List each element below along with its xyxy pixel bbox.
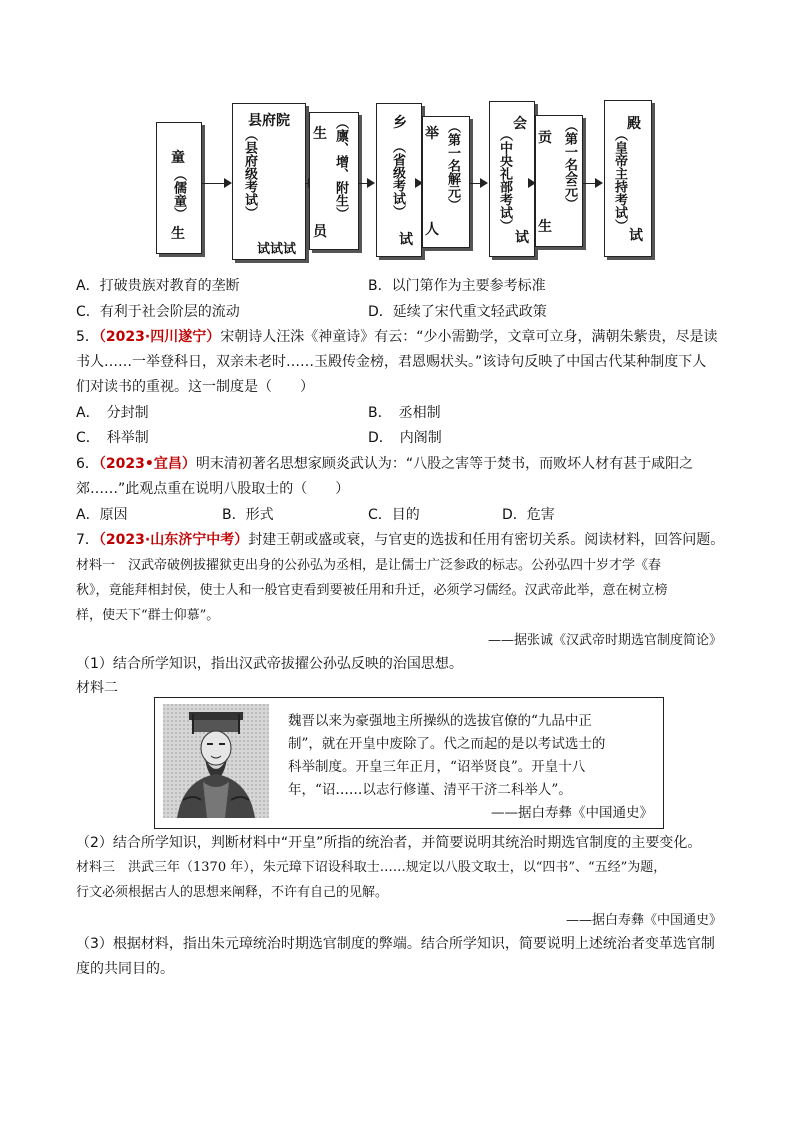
q7-material3-line1: 材料三 洪武三年（1370 年），朱元璋下诏设科取士……规定以八股文取士，以“四书”、“五经”为题， xyxy=(76,860,667,875)
flow-ju: 举 xyxy=(425,126,439,142)
q4-option-c: C．有利于社会阶层的流动 xyxy=(76,304,240,320)
q7-stem-line1 xyxy=(76,531,724,549)
flow-arrow-1 xyxy=(202,183,230,184)
q6-text1: 明末清初著名思想家顾炎武认为：“八股之害等于焚书，而败坏人材有甚于咸阳之 xyxy=(195,456,694,472)
flow-xiang-sub-text: （省级考试） xyxy=(390,140,405,218)
q7-material2-line4: 年，“诏……以志行修谨、清平干济二科举人”。 xyxy=(288,782,572,798)
flow-yuan: 员 xyxy=(313,224,327,240)
flow-xianfuyuan-sub-text: （县府级考试） xyxy=(242,128,257,219)
q5-option-a: A． 分封制 xyxy=(76,405,149,421)
q7-question1: （1）结合所学知识，指出汉武帝拔擢公孙弘反映的治国思想。 xyxy=(76,656,463,672)
flow-gong-sub xyxy=(560,119,579,214)
q7-material1-line2: 秋》，竟能拜相封侯，使士人和一般官吏看到要被任用和升迁，必须学习儒经。汉武帝此举，意在树立榜 xyxy=(76,583,668,598)
emperor-portrait-image xyxy=(163,704,269,818)
flow-sheng2-sub xyxy=(331,116,350,224)
q4-option-b: B．以门第作为主要参考标准 xyxy=(368,278,546,294)
q5-option-c: C． 科举制 xyxy=(76,430,149,446)
flow-arrow-5 xyxy=(470,183,486,184)
flow-arrow-7 xyxy=(583,183,601,184)
flow-tong: 童 xyxy=(171,150,185,166)
q5-number: 5． xyxy=(76,329,99,345)
q7-material2-line1: 魏晋以来为豪强地主所操纵的选拔官僚的“九品中正 xyxy=(288,713,592,729)
q5-source: （2023·四川遂宁） xyxy=(98,329,221,345)
q7-material3-line2: 行文必须根据古人的思想来阐释，不许有自己的见解。 xyxy=(76,885,389,900)
flow-shi1: 试 xyxy=(399,232,413,248)
flow-sheng2-sub-text: （廪、增、附生） xyxy=(333,116,348,220)
flow-shishishi: 试试试 xyxy=(257,242,297,257)
flow-tong-sub-text: （儒童） xyxy=(171,168,186,220)
q7-material2-box xyxy=(154,697,664,829)
flow-hui-sub-text: （中央礼部考试） xyxy=(497,128,512,232)
q7-material1-line1: 材料一 汉武帝破例拔擢狱吏出身的公孙弘为丞相，是让儒士广泛参政的标志。公孙弘四十岁才学《春 xyxy=(76,558,662,573)
q6-option-a: A．原因 xyxy=(76,507,128,523)
flow-sheng2: 生 xyxy=(313,126,327,142)
flow-xiang: 乡 xyxy=(393,115,407,131)
q6-stem-line1 xyxy=(76,455,693,473)
q5-option-b: B． 丞相制 xyxy=(368,405,441,421)
q5-stem-line2: 书人……一举登科日，双亲未老时……玉殿传金榜，君恩赐状头。”该诗句反映了中国古代某种制度下人 xyxy=(76,354,707,370)
q6-option-d: D．危害 xyxy=(502,507,555,523)
flow-gong: 贡 xyxy=(538,130,552,146)
flow-xianfuyuan-sub xyxy=(240,128,259,223)
q7-material3-citation: ——据白寿彝《中国通史》 xyxy=(565,913,722,928)
flow-hui: 会 xyxy=(513,116,527,132)
q7-material1-citation: ——据张诚《汉武帝时期选官制度简论》 xyxy=(487,633,722,648)
flow-ren: 人 xyxy=(425,222,439,238)
q7-material2-line3: 科举制度。开皇三年正月，“诏举贤良”。开皇十八 xyxy=(288,759,586,775)
flow-hui-sub xyxy=(495,128,514,236)
flow-dian: 殿 xyxy=(627,116,641,132)
q5-text1: 宋朝诗人汪洙《神童诗》有云：“少小需勤学，文章可立身，满朝朱紫贵，尽是读 xyxy=(220,329,718,345)
q7-source: （2023·山东济宁中考） xyxy=(98,532,249,548)
q6-option-b: B．形式 xyxy=(222,507,274,523)
q4-option-a: A．打破贵族对教育的垄断 xyxy=(76,278,240,294)
flow-shi3: 试 xyxy=(629,228,643,244)
flow-dian-sub xyxy=(610,128,629,236)
flow-ju-sub xyxy=(443,120,462,215)
q6-stem-line2: 郊……”此观点重在说明八股取士的（ ） xyxy=(76,481,350,497)
q7-material2-citation: ——据白寿彝《中国通史》 xyxy=(491,805,653,821)
q7-question3-line2: 度的共同目的。 xyxy=(76,961,174,977)
q6-source: （2023•宜昌） xyxy=(98,456,196,472)
flow-xianfuyuan: 县府院 xyxy=(248,113,290,129)
flow-shi2: 试 xyxy=(515,230,529,246)
q7-material2-line2: 制”，就在开皇中废除了。代之而起的是以考试选士的 xyxy=(288,736,606,752)
q5-stem-line1 xyxy=(76,328,717,346)
q7-question3-line1: （3）根据材料，指出朱元璋统治时期选官制度的弊端。结合所学知识，简要说明上述统治者变革选官制 xyxy=(76,936,715,952)
q6-number: 6． xyxy=(76,456,99,472)
q5-stem-line3: 们对读书的重视。这一制度是（ ） xyxy=(76,379,314,395)
flow-arrow-3 xyxy=(359,183,373,184)
flow-xiang-sub xyxy=(388,140,407,222)
q4-option-d: D．延续了宋代重文轻武政策 xyxy=(368,304,547,320)
q6-option-c: C．目的 xyxy=(368,507,420,523)
flow-tong-sub xyxy=(170,168,186,223)
flow-dian-sub-text: （皇帝主持考试） xyxy=(612,128,627,232)
q5-option-d: D． 内阁制 xyxy=(368,430,442,446)
q7-question2: （2）结合所学知识，判断材料中“开皇”所指的统治者，并简要说明其统治时期选官制度的主要变化。 xyxy=(76,835,702,851)
q7-text1: 封建王朝或盛或衰，与官吏的选拔和任用有密切关系。阅读材料，回答问题。 xyxy=(248,532,725,548)
q7-material1-line3: 样，使天下“群士仰慕”。 xyxy=(76,608,220,623)
q7-material2-label: 材料二 xyxy=(76,680,118,696)
flow-gong-sub-text: （第一名会元） xyxy=(562,119,577,210)
q7-number: 7． xyxy=(76,532,99,548)
flow-ju-sub-text: （第一名解元） xyxy=(445,120,460,211)
flow-sheng1: 生 xyxy=(171,226,185,242)
flow-sheng3: 生 xyxy=(538,219,552,235)
